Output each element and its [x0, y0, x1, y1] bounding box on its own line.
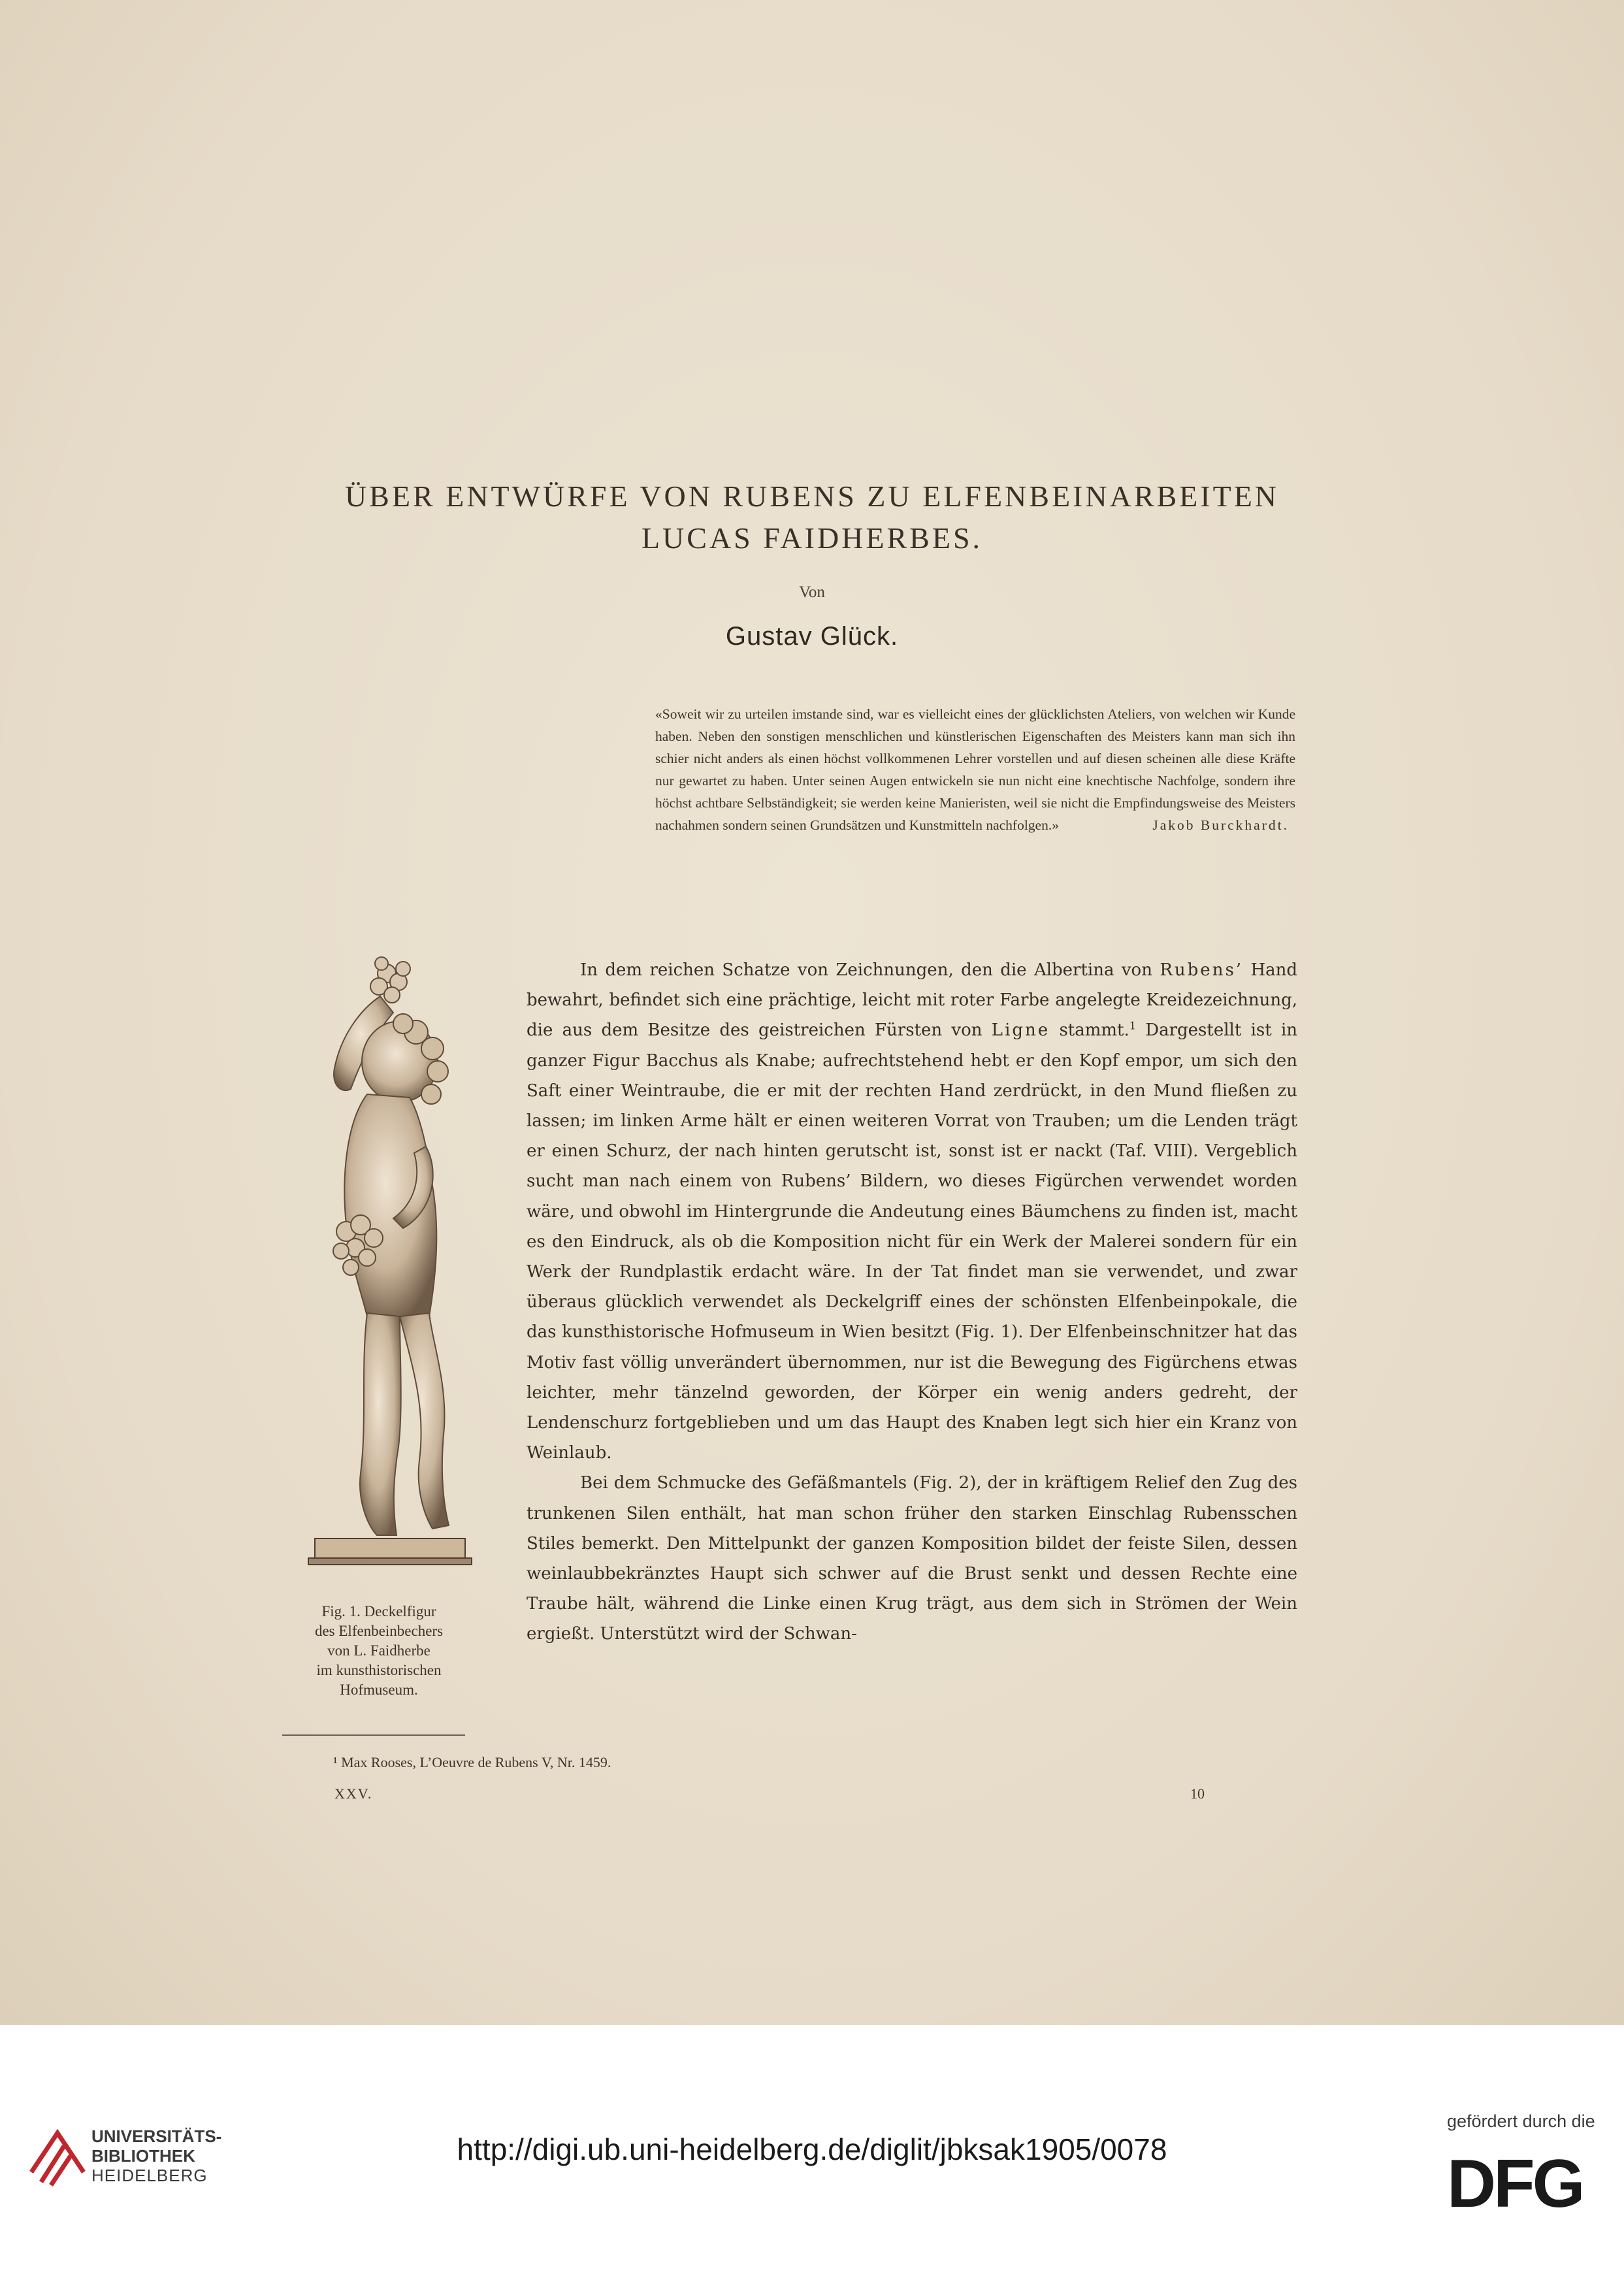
epigraph-quote: [655, 703, 1295, 836]
footnote-divider: [282, 1734, 465, 1736]
caption-line: des Elfenbeinbechers: [314, 1623, 444, 1639]
paragraph-1: In dem reichen Schatze von Zeichnungen, den die Albertina von Rubens’ Hand bewahrt, befindet sich eine prächtige, leicht mit roter Farbe angelegte Kreidezeichnung, die aus dem Besitze des geistreichen Fürsten von Ligne stammt.$^1$ Dargestellt ist in ganzer Figur Bacchus als Knabe; aufrechtstehend hebt er den Kopf empor, um sich den Saft einer Weintraube, die er mit der rechten Hand zerdrückt, in den Mund fließen zu lassen; im linken Arme hält er einen weiteren Vorrat von Trauben; um die Lenden trägt er einen Schurz, der nach hinten gerutscht ist, sonst ist er nackt (Taf. VIII). Vergeblich sucht man nach einem von Rubens’ Bildern, wo dieses Figürchen verwendet worden wäre, und obwohl im Hintergrunde die Andeutung eines Bäumchens zu finden ist, macht es den Eindruck, als ob die Komposition nicht für ein Werk der Malerei sondern für ein Werk der Rundplastik erdacht wäre. In der Tat findet man sie verwendet, und zwar überaus glücklich verwendet als Deckelgriff eines der schönsten Elfenbeinpokale, die das kunsthistorische Hofmuseum in Wien besitzt (Fig. 1). Der Elfenbeinschnitzer hat das Motiv fast völlig unverändert übernommen, nur ist die Bewegung des Figürchens etwas leichter, mehr tänzelnd geworden, der Körper ein wenig anders gedreht, der Lendenschurz fortgeblieben und um das Haupt des Knaben legt sich hier ein Kranz von Weinlaub.: [527, 960, 1298, 1463]
name-rubens: Rubens’: [1160, 960, 1244, 980]
epigraph-attribution: Jakob Burckhardt.: [1152, 817, 1289, 833]
library-name: UNIVERSITÄTS- BIBLIOTHEK HEIDELBERG: [91, 2126, 222, 2185]
epigraph-text: «Soweit wir zu urteilen imstande sind, war es vielleicht eines der glücklichsten Ateliers, von welchen wir Kunde haben. Neben den sonstigen menschlichen und künstlerischen Eigenschaften des Meisters kann man sich ihn schier nicht anders als einen höchst vollkommenen Lehrer vorstellen und auf diesen scheinen alle diese Kräfte nur gewartet zu haben. Unter seinen Augen entwickeln sie nun nicht eine knechtische Nachfolge, sondern ihre höchst achtbare Selbständigkeit; sie werden keine Manieristen, weil sie nicht die Empfindungsweise des Meisters nachahmen sondern seinen Grundsätzen und Kunstmitteln nachfolgen.»: [655, 706, 1295, 833]
title-line-2: LUCAS FAIDHERBES.: [641, 521, 983, 555]
caption-line: im kunsthistorischen: [316, 1662, 442, 1678]
footnote-ref: 1: [1129, 1019, 1136, 1032]
funded-by-label: gefördert durch die: [1447, 2111, 1595, 2131]
title-line-1: ÜBER ENTWÜRFE VON RUBENS ZU ELFENBEINARBEITEN: [344, 480, 1280, 513]
source-url-link[interactable]: http://digi.ub.uni-heidelberg.de/diglit/jbksak1905/0078: [457, 2132, 1167, 2166]
pedestal-base: [315, 1538, 465, 1558]
figure-caption: [274, 1602, 483, 1700]
article-body: [527, 955, 1297, 1650]
byline: Von: [799, 583, 825, 601]
right-leg: [400, 1313, 449, 1529]
page-number: 10: [1190, 1785, 1205, 1802]
figure-bacchus-photo: [269, 951, 491, 1584]
name-ligne: Ligne: [991, 1020, 1050, 1041]
svg-text:DFG: DFG: [1447, 2149, 1583, 2215]
volume-number: XXV.: [334, 1785, 373, 1802]
paragraph-2: Bei dem Schmucke des Gefäßmantels (Fig. 2), der in kräftigem Relief den Zug des trunkenen Silen enthält, hat man schon früher den starken Einschlag Rubensschen Stiles bemerkt. Den Mittelpunkt der ganzen Komposition bildet der feiste Silen, dessen weinlaubbekränztes Haupt sich schwer auf die Brust senkt und dessen Rechte eine Traube hält, während die Linke einen Krug trägt, aus dem sich in Strömen der Wein ergießt. Unterstützt wird der Schwan-: [527, 1473, 1297, 1644]
left-leg: [360, 1313, 401, 1535]
footnote: ¹ Max Rooses, L’Oeuvre de Rubens V, Nr. 1459.: [333, 1754, 611, 1770]
grape-cluster-top: [370, 957, 410, 1003]
article-title: [0, 476, 1624, 559]
caption-line: Fig. 1. Deckelfigur: [321, 1603, 436, 1619]
author-name: Gustav Glück.: [725, 622, 899, 651]
caption-line: Hofmuseum.: [340, 1682, 418, 1698]
caption-line: von L. Faidherbe: [327, 1642, 430, 1659]
dfg-logo-icon: [1447, 2149, 1604, 2215]
